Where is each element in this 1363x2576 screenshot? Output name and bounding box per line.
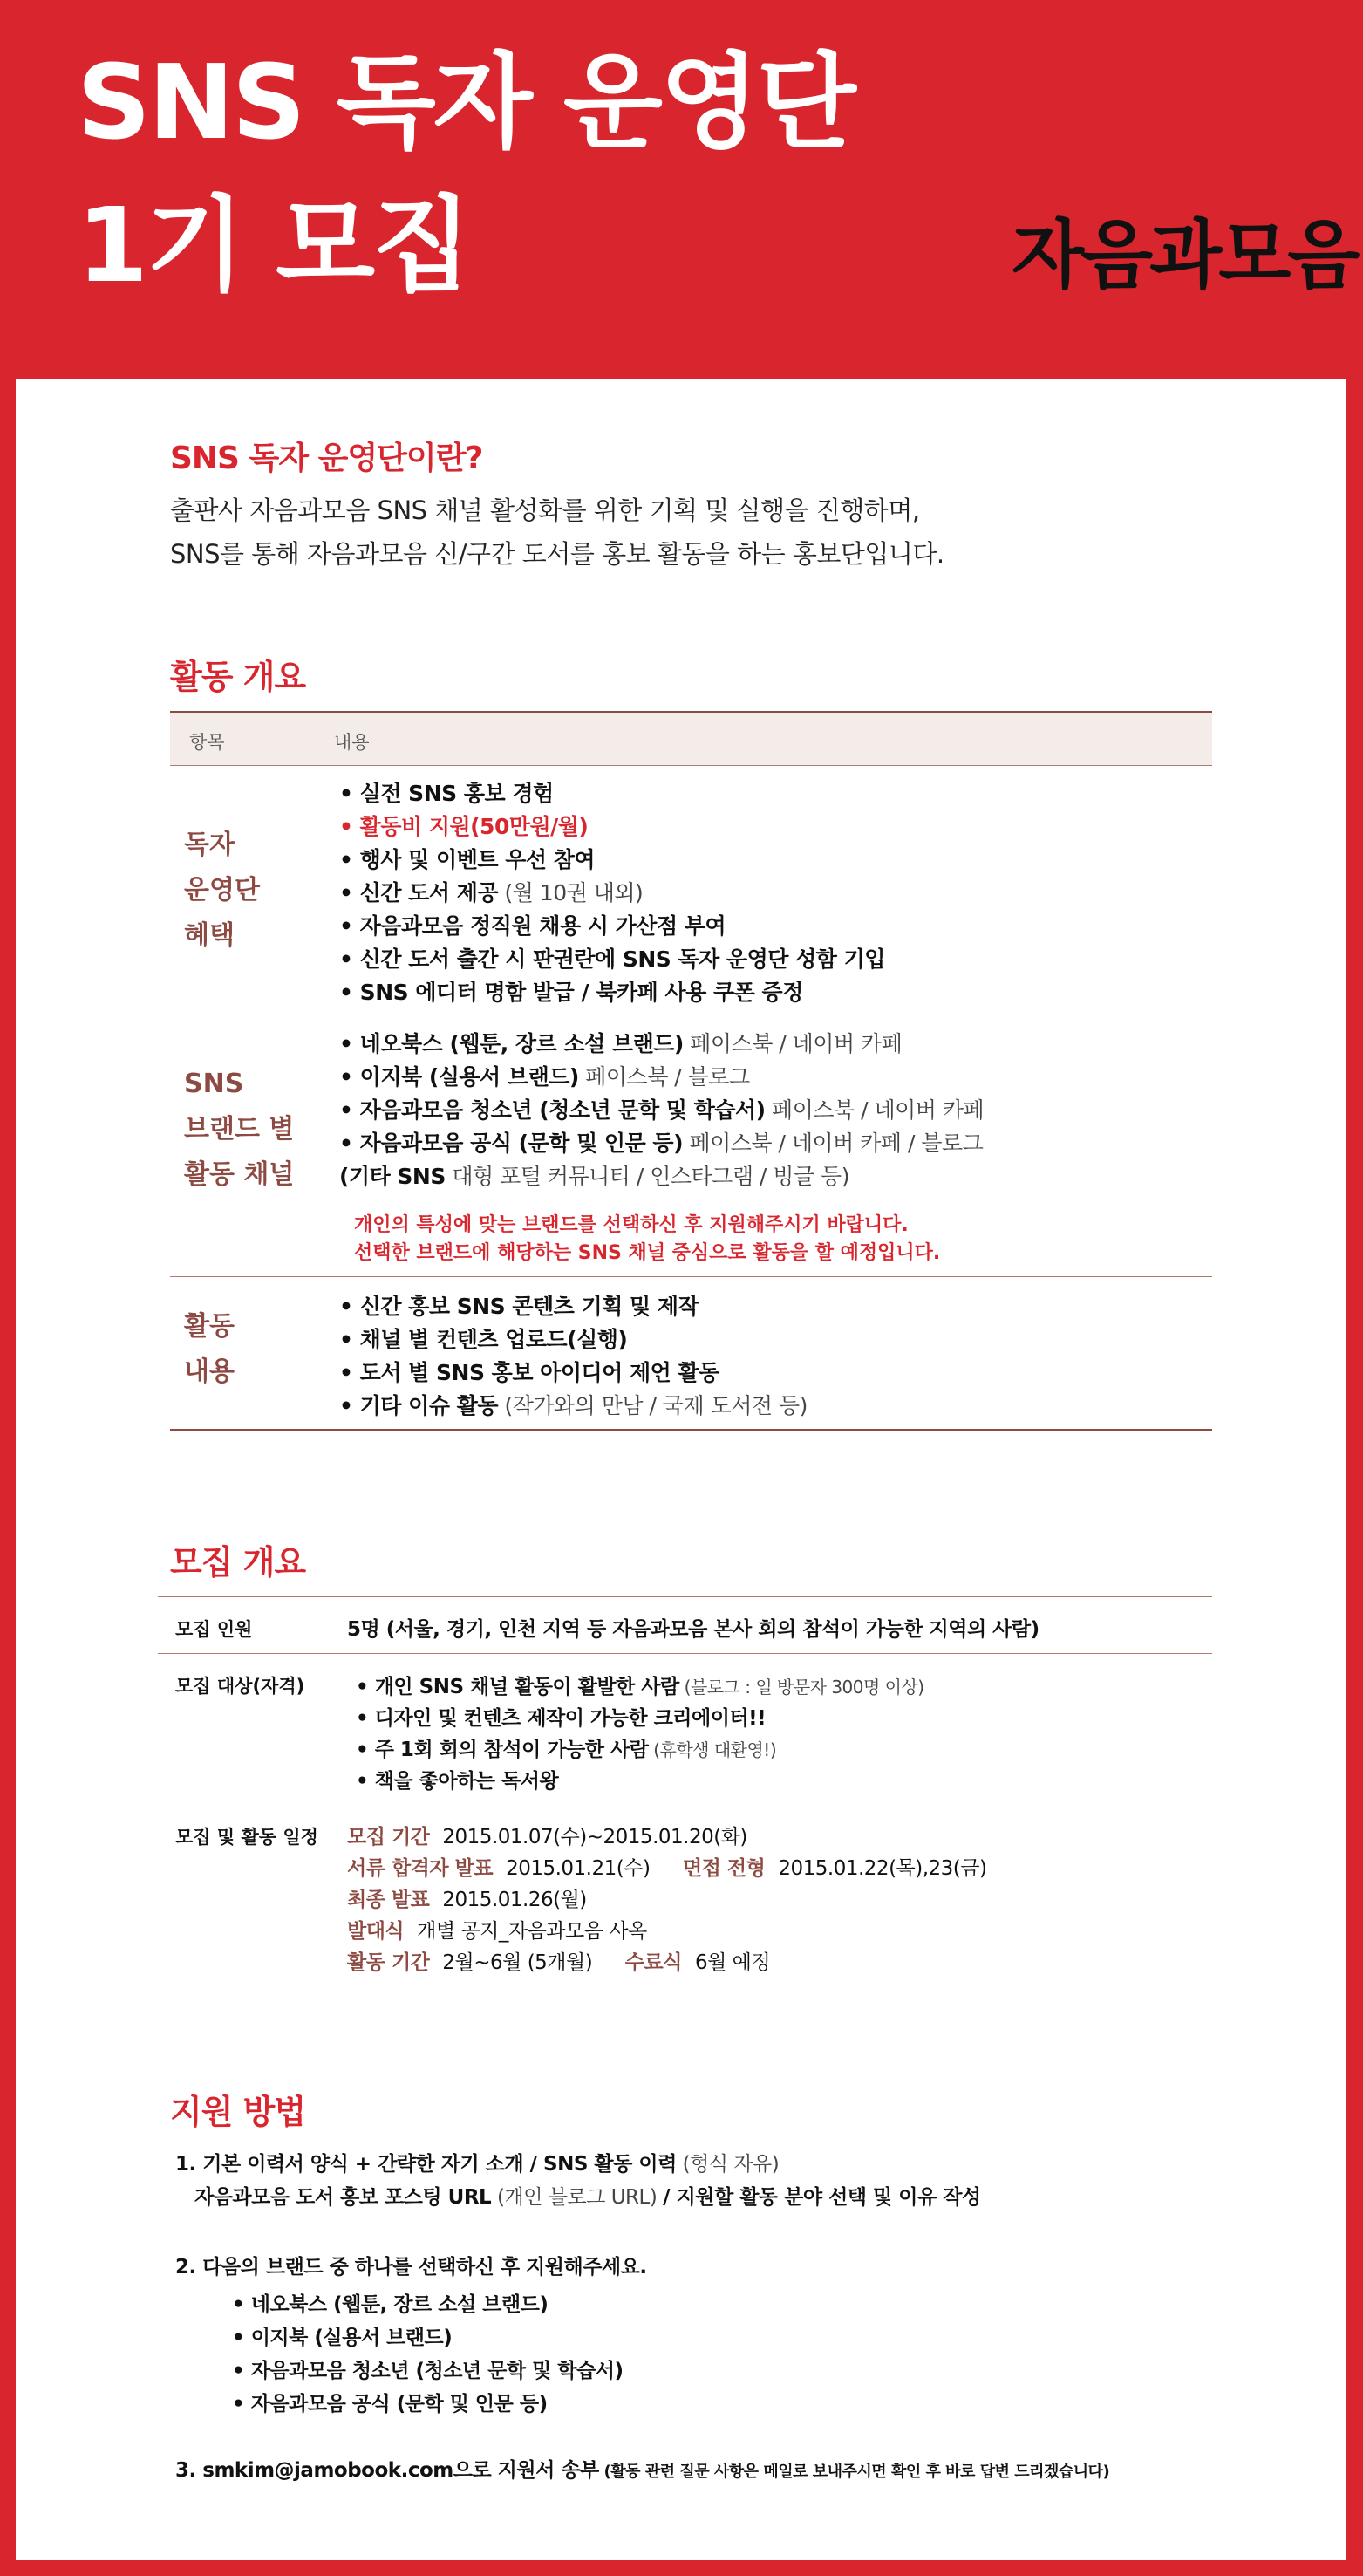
benefit-item-text: • 자음과모음 정직원 채용 시 가산점 부여	[339, 913, 726, 939]
schedule-launch	[347, 1915, 647, 1944]
activity-table-header	[170, 713, 1212, 765]
apply-step-text: 자음과모음 도서 홍보 포스팅 URL	[194, 2186, 492, 2209]
channel-brand: • 네오북스 (웹툰, 장르 소설 브랜드)	[339, 1031, 684, 1056]
channels-label	[184, 1062, 294, 1198]
recruit-count-text: 5명 (서울, 경기, 인천 지역 등 자음과모음 본사 회의 참석이 가능한 지역의 사람)	[347, 1618, 1039, 1641]
channel-brand: • 자음과모음 청소년 (청소년 문학 및 학습서)	[339, 1097, 766, 1123]
content-label-line: 활동	[184, 1311, 235, 1342]
channel-brand: (기타 SNS	[339, 1164, 446, 1189]
benefit-item-text: • SNS 에디터 명함 발급 / 북카페 사용 쿠폰 증정	[339, 980, 803, 1005]
apply-brand-item: • 이지북 (실용서 브랜드)	[232, 2327, 453, 2349]
benefit-item-text: • 활동비 지원(50만원/월)	[339, 814, 589, 839]
schedule-field-label: 면접 전형	[682, 1857, 766, 1880]
channel-platforms: 대형 포털 커뮤니티 / 인스타그램 / 빙글 등)	[445, 1164, 849, 1189]
channel-item	[339, 1093, 984, 1124]
recruit-count-label: 모집 인원	[175, 1619, 253, 1640]
schedule-field-value: 2015.01.26(월)	[442, 1889, 587, 1911]
benefit-item	[339, 975, 803, 1007]
schedule-field-label: 활동 기간	[347, 1951, 430, 1974]
benefit-item-text: • 실전 SNS 홍보 경험	[339, 781, 554, 806]
content-item-text: • 신간 홍보 SNS 콘텐츠 기획 및 제작	[339, 1294, 699, 1319]
content-item	[339, 1289, 699, 1321]
channel-item	[339, 1027, 902, 1058]
benefit-item-highlight	[339, 810, 588, 841]
benefit-item-note: (월 10권 내외)	[498, 880, 644, 905]
schedule-field-label: 모집 기간	[347, 1826, 430, 1848]
benefit-item	[339, 776, 554, 808]
recruit-heading: 모집 개요	[170, 1543, 306, 1582]
apply-step-note: (개인 블로그 URL)	[491, 2186, 664, 2209]
content-label-line: 내용	[184, 1356, 235, 1387]
page-title-line1: SNS 독자 운영단	[77, 42, 854, 162]
apply-brand-item: • 자음과모음 공식 (문학 및 인문 등)	[232, 2393, 548, 2415]
activity-heading: 활동 개요	[170, 658, 306, 696]
schedule-field-value: 2015.01.07(수)~2015.01.20(화)	[442, 1826, 747, 1848]
apply-step-1-line-1	[175, 2148, 779, 2176]
target-text: • 디자인 및 컨텐츠 제작이 가능한 크리에이터!!	[356, 1707, 767, 1730]
benefits-label-line: 혜택	[184, 920, 235, 951]
intro-line2: SNS를 통해 자음과모음 신/구간 도서를 홍보 활동을 하는 홍보단입니다.	[170, 539, 944, 569]
benefit-item-text: • 신간 도서 제공	[339, 880, 498, 905]
target-text: • 주 1회 회의 참석이 가능한 사람	[356, 1739, 649, 1761]
apply-step-text: 1. 기본 이력서 양식 + 간략한 자기 소개 / SNS 활동 이력	[175, 2153, 677, 2176]
intro-heading: SNS 독자 운영단이란?	[170, 441, 483, 476]
content-item	[339, 1356, 719, 1387]
schedule-activity	[347, 1946, 770, 1975]
benefit-item	[339, 876, 643, 907]
recruit-schedule-label: 모집 및 활동 일정	[175, 1827, 318, 1848]
channel-item	[339, 1126, 983, 1158]
benefit-item	[339, 909, 726, 940]
page-title-line2: 1기 모집	[77, 185, 470, 305]
target-note: (블로그 : 일 방문자 300명 이상)	[678, 1677, 924, 1698]
channels-label-line: SNS	[184, 1069, 244, 1099]
apply-step-3	[175, 2454, 1109, 2483]
content-item	[339, 1322, 627, 1354]
schedule-doc-interview	[347, 1852, 986, 1881]
content-item-text: • 채널 별 컨텐츠 업로드(실행)	[339, 1327, 628, 1352]
apply-step-text: / 지원할 활동 분야 선택 및 이유 작성	[663, 2186, 981, 2209]
divider	[170, 1429, 1212, 1431]
channel-item	[339, 1159, 849, 1191]
apply-brand-item: • 네오북스 (웹툰, 장르 소설 브랜드)	[232, 2293, 549, 2316]
schedule-field-value: 개별 공지_자음과모음 사옥	[417, 1920, 647, 1943]
content-label	[184, 1304, 235, 1395]
schedule-field-value: 6월 예정	[694, 1951, 771, 1974]
divider	[158, 1596, 1212, 1597]
schedule-field-value: 2015.01.22(목),23(금)	[778, 1857, 987, 1880]
channel-platforms: 페이스북 / 네이버 카페	[683, 1031, 903, 1056]
apply-step-2: 2. 다음의 브랜드 중 하나를 선택하신 후 지원해주세요.	[175, 2256, 647, 2279]
intro-line1: 출판사 자음과모음 SNS 채널 활성화를 위한 기획 및 실행을 진행하며,	[170, 495, 920, 525]
recruit-target-item	[356, 1702, 766, 1731]
benefits-label	[184, 823, 260, 959]
content-item-text: • 기타 이슈 활동	[339, 1393, 498, 1418]
col-content-header: 내용	[334, 732, 370, 753]
apply-email-text: 3. smkim@jamobook.com으로 지원서 송부	[175, 2459, 599, 2482]
schedule-field-label: 발대식	[347, 1920, 405, 1943]
benefits-label-line: 운영단	[184, 875, 260, 905]
channel-brand: • 자음과모음 공식 (문학 및 인문 등)	[339, 1131, 684, 1156]
channel-platforms: 페이스북 / 블로그	[578, 1064, 750, 1090]
schedule-field-value: 2015.01.21(수)	[506, 1857, 651, 1880]
benefit-item	[339, 843, 595, 874]
target-text: • 개인 SNS 채널 활동이 활발한 사람	[356, 1676, 679, 1698]
channel-note-2: 선택한 브랜드에 해당하는 SNS 채널 중심으로 활동을 할 예정입니다.	[354, 1242, 941, 1264]
content-item-note: (작가와의 만남 / 국제 도서전 등)	[498, 1393, 808, 1418]
content-item	[339, 1389, 808, 1420]
channels-label-line: 활동 채널	[184, 1159, 295, 1190]
schedule-field-label: 최종 발표	[347, 1889, 430, 1911]
schedule-field-label: 서류 합격자 발표	[347, 1857, 494, 1880]
target-text: • 책을 좋아하는 독서왕	[356, 1770, 559, 1793]
channel-platforms: 페이스북 / 네이버 카페	[765, 1097, 985, 1123]
divider	[158, 1653, 1212, 1654]
recruit-target-label: 모집 대상(자격)	[175, 1676, 305, 1697]
header-banner	[0, 0, 1363, 379]
col-item-header: 항목	[189, 732, 225, 753]
benefit-item-text: • 신간 도서 출간 시 판권란에 SNS 독자 운영단 성함 기입	[339, 946, 885, 972]
content-item-text: • 도서 별 SNS 홍보 아이디어 제언 활동	[339, 1360, 719, 1385]
apply-step-1-line-2	[194, 2181, 981, 2210]
apply-step-note: (형식 자유)	[676, 2153, 780, 2176]
target-note: (휴학생 대환영!)	[648, 1739, 777, 1760]
apply-heading: 지원 방법	[170, 2093, 306, 2131]
schedule-field-value: 2월~6월 (5개월)	[442, 1951, 593, 1974]
benefit-item-text: • 행사 및 이벤트 우선 참여	[339, 847, 595, 872]
recruit-target-item	[356, 1671, 924, 1699]
apply-step-note: (활동 관련 질문 사항은 메일로 보내주시면 확인 후 바로 답변 드리겠습니다)	[598, 2463, 1110, 2481]
benefit-item	[339, 942, 885, 974]
recruit-target-item	[356, 1733, 776, 1762]
content-panel	[16, 379, 1346, 2560]
divider	[170, 1276, 1212, 1277]
channel-platforms: 페이스북 / 네이버 카페 / 블로그	[683, 1131, 984, 1156]
recruit-target-item	[356, 1765, 558, 1794]
schedule-period	[347, 1821, 747, 1849]
benefits-label-line: 독자	[184, 830, 235, 860]
apply-brand-item: • 자음과모음 청소년 (청소년 문학 및 학습서)	[232, 2360, 624, 2382]
channel-item	[339, 1060, 750, 1091]
divider	[170, 765, 1212, 766]
channels-label-line: 브랜드 별	[184, 1114, 295, 1145]
channel-note-1: 개인의 특성에 맞는 브랜드를 선택하신 후 지원해주시기 바랍니다.	[354, 1214, 909, 1236]
schedule-field-label: 수료식	[624, 1951, 682, 1974]
channel-brand: • 이지북 (실용서 브랜드)	[339, 1064, 579, 1090]
publisher-logo: 자음과모음	[1012, 212, 1357, 299]
schedule-final	[347, 1883, 587, 1912]
